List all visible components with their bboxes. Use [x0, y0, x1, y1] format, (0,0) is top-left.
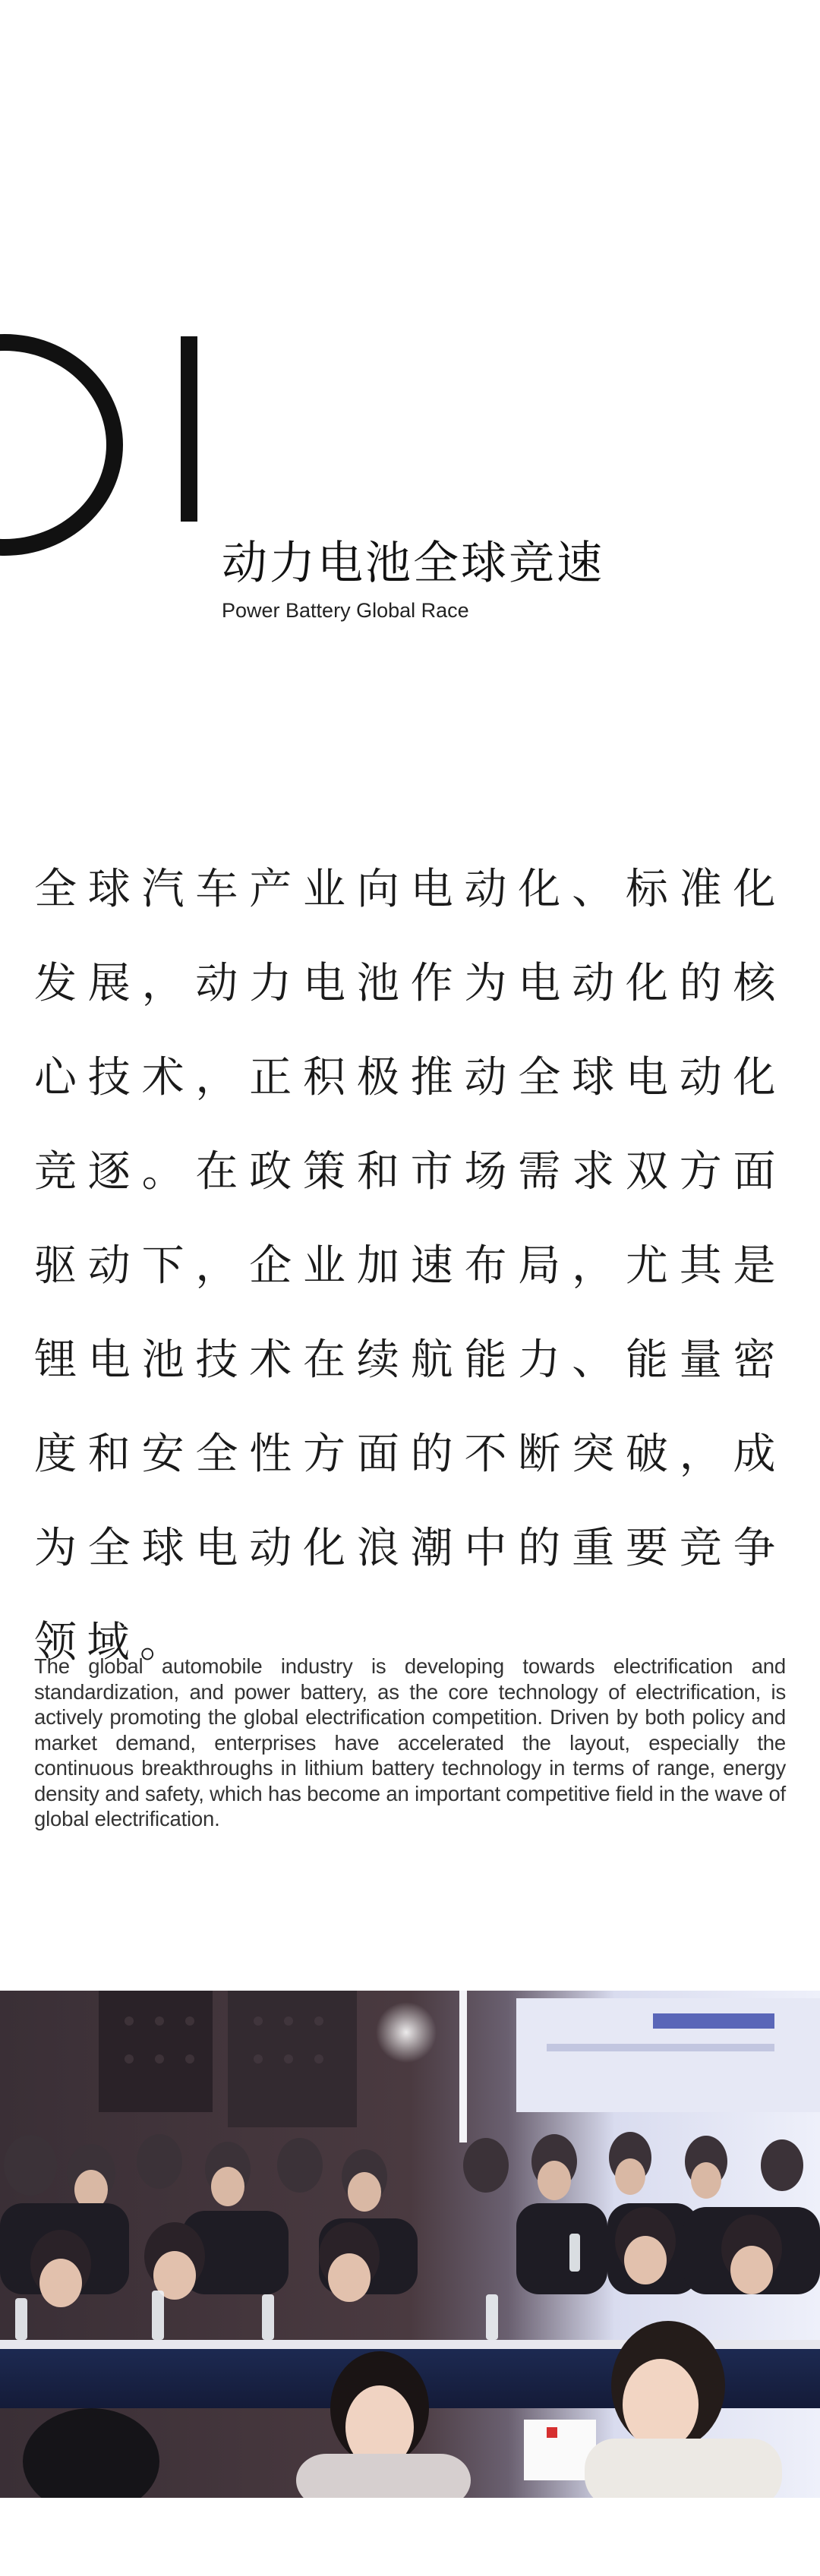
conference-photo-illustration	[0, 1991, 820, 2498]
body-text-chinese: 全球汽车产业向电动化、标准化发展，动力电池作为电动化的核心技术，正积极推动全球电动化竞逐。在政策和市场需求双方面驱动下，企业加速布局，尤其是锂电池技术在续航能力、能量密度和安全性方面的不断突破，成为全球电动化浪潮中的重要竞争领域。	[34, 865, 786, 1667]
body-text-english: The global automobile industry is developing towards electrification and standardization, and power battery, as the core technology of electrification, is actively promoting the global electrification competition. Driven by both policy and market demand, enterprises have accelerated the layout, especially the continuous breakthroughs in lithium battery technology in terms of range, energy density and safety, which has become an important competitive field in the wave of global electrification.	[34, 1654, 786, 1830]
digit-one-shape	[181, 336, 197, 522]
section-title-cn: 动力电池全球竞速	[222, 537, 604, 590]
conference-audience-photo	[0, 1991, 820, 2498]
digit-zero-shape	[0, 334, 123, 556]
section-title-en: Power Battery Global Race	[222, 599, 469, 622]
